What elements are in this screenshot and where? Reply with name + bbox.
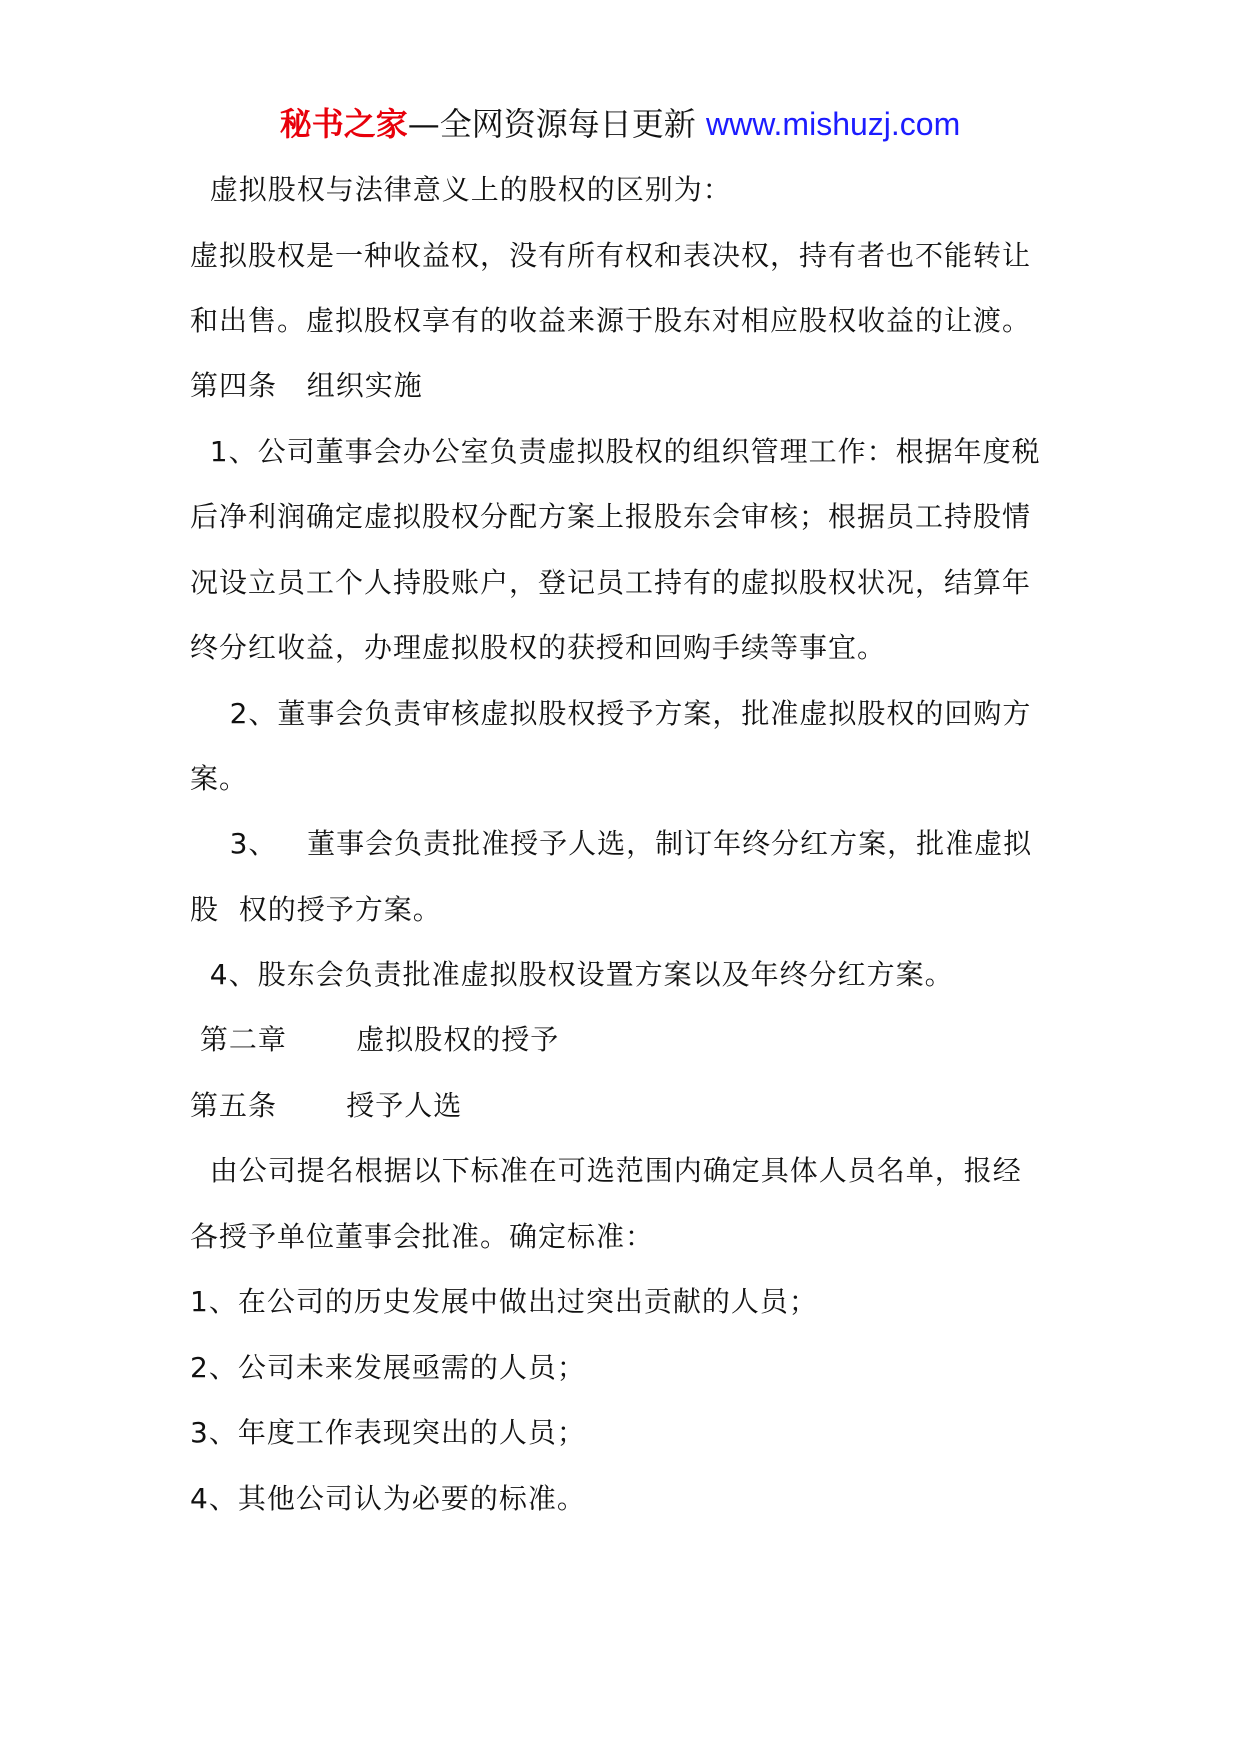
paragraph-line: 由公司提名根据以下标准在可选范围内确定具体人员名单，报经	[190, 1154, 1022, 1187]
article-heading: 第四条 组织实施	[190, 369, 423, 402]
paragraph-line: 和出售。虚拟股权享有的收益来源于股东对相应股权收益的让渡。	[190, 304, 1032, 337]
paragraph-line: 3、 董事会负责批准授予人选，制订年终分红方案，批准虚拟	[190, 827, 1033, 860]
list-item: 1、在公司的历史发展中做出过突出贡献的人员；	[190, 1285, 818, 1318]
header-url-link[interactable]: www.mishuzj.com	[705, 106, 961, 142]
list-item: 2、公司未来发展亟需的人员；	[190, 1351, 586, 1384]
paragraph-line: 1、公司董事会办公室负责虚拟股权的组织管理工作：根据年度税	[190, 435, 1041, 468]
paragraph-line: 终分红收益，办理虚拟股权的获授和回购手续等事宜。	[190, 631, 887, 664]
header-brand: 秘书之家	[279, 105, 408, 143]
list-item: 3、年度工作表现突出的人员；	[190, 1416, 586, 1449]
paragraph-line: 后净利润确定虚拟股权分配方案上报股东会审核；根据员工持股情	[190, 500, 1032, 533]
chapter-heading: 第二章 虚拟股权的授予	[190, 1023, 560, 1056]
paragraph-line: 4、股东会负责批准虚拟股权设置方案以及年终分红方案。	[190, 958, 954, 991]
intro-line: 虚拟股权与法律意义上的股权的区别为：	[190, 173, 732, 206]
list-item: 4、其他公司认为必要的标准。	[190, 1482, 586, 1515]
paragraph-line: 2、董事会负责审核虚拟股权授予方案，批准虚拟股权的回购方	[190, 697, 1032, 730]
article-heading: 第五条 授予人选	[190, 1089, 463, 1122]
header-tagline: —全网资源每日更新	[407, 105, 706, 143]
page-header	[0, 100, 1240, 148]
paragraph-line: 各授予单位董事会批准。确定标准：	[190, 1220, 655, 1253]
paragraph-line: 案。	[190, 762, 249, 795]
paragraph-line: 股 权的授予方案。	[190, 893, 442, 926]
paragraph-line: 虚拟股权是一种收益权，没有所有权和表决权，持有者也不能转让	[190, 239, 1032, 272]
paragraph-line: 况设立员工个人持股账户，登记员工持有的虚拟股权状况，结算年	[190, 566, 1032, 599]
